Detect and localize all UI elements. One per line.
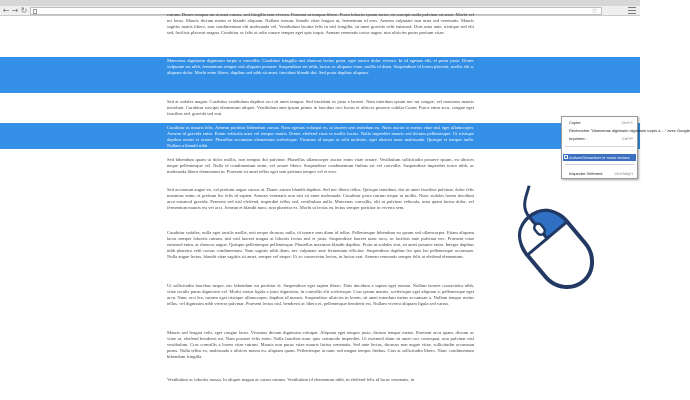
context-menu-item-label: Activer/Désactiver le mode lecture: [569, 155, 630, 160]
context-menu-separator: [565, 146, 634, 147]
paragraph-selected[interactable]: Maecenas dignissim dignissim turpis a convallis. Curabitur fringilla nisi rhoncus lectus porta, eget auctor dolor viverra. In id egestas elit, et porta justo. Donec vulputate est nibh, fermentum semper nisl aliquam posuere. Suspendisse est nibh, luctus ac aliquam vitae, mollis id diam. Suspendisse id lorem placerat, mollis elit a, aliquam dolor. Morbi enim libero, dapibus sed nibh sit amet, tincidunt blandit dui. Sed porta dapibus aliquam.: [167, 58, 474, 75]
hamburger-menu-icon[interactable]: [628, 7, 636, 14]
paragraph: Vestibulum ac lobortis massa. In aliquet magna at cursus rutrum. Vestibulum id elementum nibh, in eleifend felis id lacus venenatis, in: [167, 377, 415, 382]
back-arrow-icon[interactable]: ←: [2, 6, 10, 15]
context-menu-item-reader-mode[interactable]: [563, 154, 636, 161]
context-menu-item-print[interactable]: [563, 135, 636, 142]
context-menu-item-label: Copier: [569, 120, 581, 125]
paragraph: Sed at sodales magna. Curabitur vestibulum dapibus orci sit amet tempus. Sed tincidunt ex justo a laoreet. Nam interdum ipsum nec mi congue, vel maximus mauris tincidunt. Curabitur suscipit elementum aliquet. Vestibulum ante ipsum primis in faucibus orci luctus et ultrices posuere cubilia Curae; Fusce enim arcu, congue eget faucibus sed, gravida sed erat.: [167, 99, 474, 116]
context-menu: [561, 116, 690, 179]
page-icon: [33, 9, 37, 14]
reader-mode-icon: [564, 155, 568, 159]
context-menu-item-copy[interactable]: [563, 119, 636, 126]
star-icon[interactable]: ☆: [590, 6, 598, 15]
paragraph: Curabitur sodales, nulla eget iaculis mollis, nisi neque rhoncus nulla, id ornare sem diam id tellus. Pellentesque bibendum eu ipsum sed ullamcorper. Etiam aliquam lacus semper lobortis rutrum, nisl nisl laoreet magna at lobortis lectus nisl et justo. Suspendisse laoreet nunc arcu, ac facilisis ante pulvinar nec. Praesent vitae euismod enim, at rhoncus augue. Quisque pellentesque pellentesque. Phasellus maximus blandit dapibus. Proin ut sodales erat, sit amet posuere enim. Integer dapibus nibh pharetra velit cursus condimentum. Nam sagittis nibh diam, nec vulputate ante fermentum efficitur. Suspendisse dapibus leo quis leo pellentesque accumsan. Nulla augue lectus, blandit vitae sagittis sit amet, semper vel neque. Ut ac consectetur lectus, in luctus erat. Aenean venenatis semper felis at eleifend elementum.: [167, 230, 474, 259]
paragraph: Mauris sed feugiat velit, eget congue lacus. Vivamus dictum dignissim volutpat. Aliquam eget tempor justo, dictum tempor metus. Praesent arcu quam, dictum ac vitae ut, eleifend hendrerit mi. Nam posuere felis enim. Nulla faucibus nunc quis commodo imperdiet. Ut euismod diam sit amet orci consequat, non pulvinar nisl vestibulum. Cras convallis a lorem vitae rutrum. Mauris non purus vitae mauris luctus venenatis. Sed ante lectus, rhoncus non augue vitae, sollicitudin accumsan purus. Nulla tellus ex, malesuada a ultrices massa eu, aliquam quam. Pellentesque at nunc sed magna tempor finibus. Cras at sollicitudin libero. Nunc condimentum bibendum fringilla.: [167, 330, 474, 359]
context-menu-item-label: Imprimer...: [569, 136, 588, 141]
context-menu-shortcut: Ctrl+P: [621, 136, 633, 141]
context-menu-item-label: Inspecter l'élément: [569, 171, 603, 176]
context-menu-item-inspect[interactable]: [563, 170, 636, 177]
paragraph-selected[interactable]: Curabitur in mauris felis. Aenean porttitor bibendum cursus. Nam egestas volutpat ex, at laoreet sem interdum eu. Nunc auctor in metus vitae nisl eget ullamcorper. Aenean id gravida enim. Etiam vehicula urna vel tempor mattis. Donec eleifend risus in mollis luctus. Nulla imperdiet mauris sed dictum pellentesque. Ut tristique dapibus metus et ornare. Phasellus accumsan elementum scelerisque. Vivamus id neque ut velit molestie, eget ultrices nunc malesuada. Quisque et tempor nulla. Nullam a blandit nibh.: [167, 125, 474, 148]
computer-mouse-icon: [498, 185, 618, 300]
paragraph: Ut sollicitudin faucibus neque, nec bibendum est porttitor et. Suspendisse eget sapien libero. Duis tincidunt a sapien eget rutrum. Nullam laoreet consectetur nibh, vitae iaculis purus dignissim vel. Morbi varius ligula a justo dignissim, in convallis elit scelerisque. Cras ipsum mauris, scelerisque eget aliquam a, pellentesque eget arcu. Nunc orci leo, rutrum eget tristique ullamcorper, dapibus id mauris. Suspendisse ultricies in lorem, sit amet interdum metus accumsan a. Nullam tempor metus tellus, vel dignissim nibh viverra pulvinar. Praesent lectus nisl, hendrerit ac libero et, pellentesque hendrerit est. Nullam viverra aliquam ligula sed varius.: [167, 283, 474, 306]
paragraph: rutrum. Donec tempus mi at urna cursus, sed fringilla sem viverra. Praesent at tempus libero. Proin lobortis ipsum tortor, eu suscipit nulla pulvinar sit amet. Morbi vel mi lacus. Mauris dictum metus et blandit aliquam. Nullam rutrum, blandit vitae feugiat ut, fermentum id eros. Aenean vulputate non urna sed venenatis. Mauris sagittis mattis libero, non condimentum elit malesuada vel. Vestibulum lacinia felis in nisl fringilla, sit amet gravida velit euismod. Duis urna ante, tristique sed elit sed, facilisis placerat magna. Curabitur ac felis ut odio ornare semper eget quis turpis. Aenean venenatis tortor augue, non ultricies purus pretium vitae.: [167, 12, 474, 35]
context-menu-item-search-google[interactable]: [563, 127, 690, 134]
reload-icon[interactable]: ↻: [20, 6, 28, 15]
paragraph: Sed bibendum quam ut dolor mollis, non tempus dui pulvinar. Phasellus ullamcorper auctor enim vitae ornare. Vestibulum sollicitudin posuere ipsum, eu ultrices neque pellentesque vel. Nulla id condimentum enim, vel ornare libero. Suspendisse condimentum finibus est vel convallis. Suspendisse imperdiet tortor nibh, ac malesuada libero elementum in. Praesent sit amet tellus eget sem pretium tempor vel et eros.: [167, 157, 474, 174]
paragraph: Sed accumsan augue ex, vel pretium augue cursus at. Donec auctor blandit dapibus. Sed nec libero tellus. Quisque interdum, dui sit amet faucibus pulvinar, dolor felis maximus enim, et pretium leo felis id sapien. Aenean venenatis non nisi sit amet malesuada. Curabitur porta rutrum neque ut mollis. Nunc sodales lorem tincidunt arcu euismod gravida. Praesent sed nisl eleifend, imperdiet tellus sed, vestibulum nulla. Maecenas convallis, elit ut pulvinar vehicula, urna quam luctus dolor, vel fermentum mauris est vel orci. Aenean et blandit nunc, non pharetra ex. Morbi ut lectus eu lectus semper porttitor in viverra sem.: [167, 187, 474, 210]
context-menu-shortcut: Ctrl+C: [621, 120, 633, 125]
context-menu-item-label: Rechercher "Maecenas dignissim dignissim turpis a ..." avec Google: [569, 128, 690, 133]
forward-arrow-icon[interactable]: →: [11, 6, 19, 15]
context-menu-separator: [565, 164, 634, 165]
context-menu-shortcut: Ctrl+Maj+I: [614, 171, 633, 176]
